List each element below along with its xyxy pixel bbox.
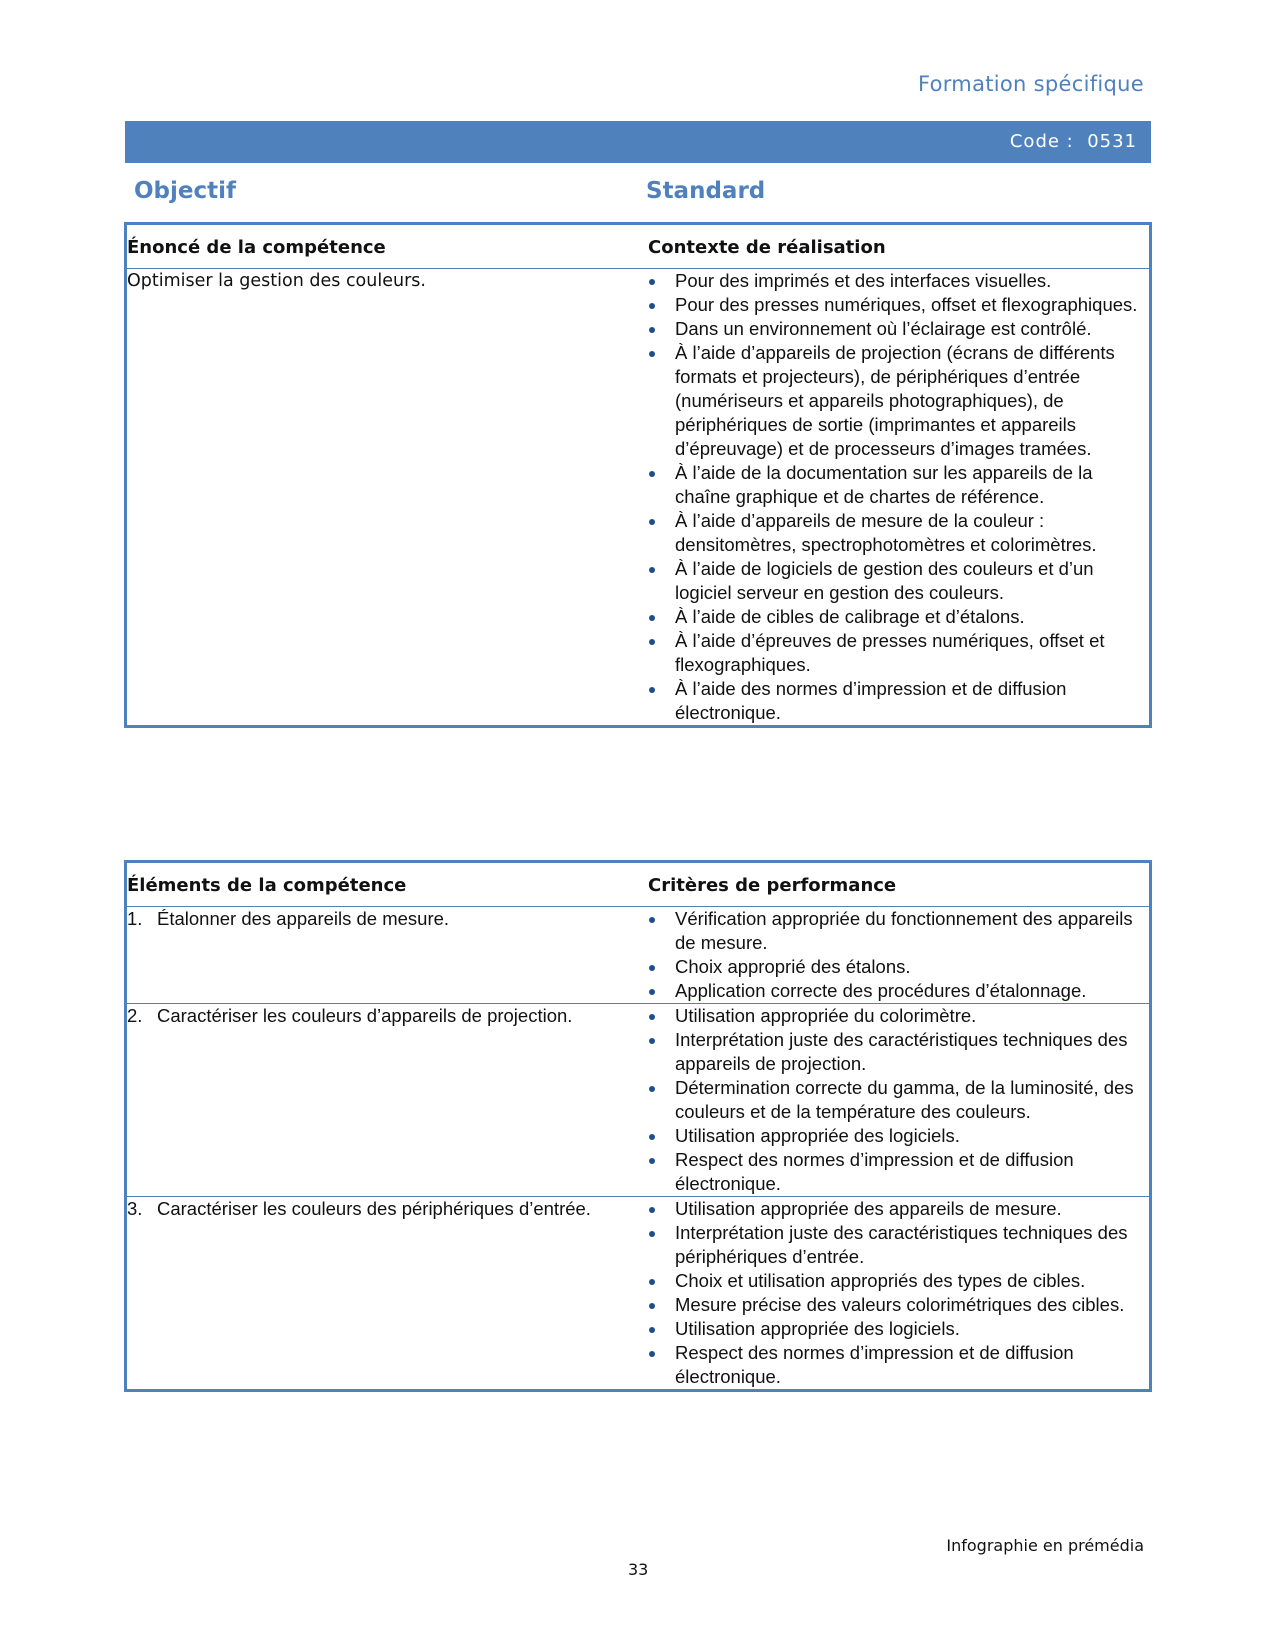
table-row (126, 1197, 1151, 1391)
program-name: Infographie en prémédia (946, 1536, 1144, 1555)
criteria-list (639, 907, 1149, 1003)
criteria-cell (639, 1004, 1151, 1197)
context-header: Contexte de réalisation (648, 237, 886, 258)
table-row (126, 1004, 1151, 1197)
list-item: Mesure précise des valeurs colorimétriques des cibles. (639, 1293, 1149, 1317)
criteria-header: Critères de performance (648, 875, 897, 896)
element-cell (126, 1197, 640, 1391)
list-item: Choix et utilisation appropriés des types de cibles. (639, 1269, 1149, 1293)
list-item: Détermination correcte du gamma, de la luminosité, des couleurs et de la température des couleurs. (639, 1076, 1149, 1124)
list-item: Vérification appropriée du fonctionnement des appareils de mesure. (639, 907, 1149, 955)
code-value: 0531 (1087, 131, 1137, 152)
statement-cell (126, 269, 640, 727)
criteria-list (639, 1197, 1149, 1389)
page-number: 33 (628, 1560, 649, 1579)
element-text: Caractériser les couleurs des périphériques d’entrée. (157, 1198, 591, 1219)
context-list (639, 269, 1149, 725)
column-titles (125, 178, 1151, 218)
list-item: Utilisation appropriée du colorimètre. (639, 1004, 1149, 1028)
element-number: 2. (127, 1005, 143, 1026)
list-item: À l’aide d’épreuves de presses numériques, offset et flexographiques. (639, 629, 1149, 677)
section-title: Formation spécifique (917, 72, 1144, 96)
element-cell (126, 907, 640, 1004)
list-item: Respect des normes d’impression et de diffusion électronique. (639, 1341, 1149, 1389)
context-cell (639, 269, 1151, 727)
elements-header: Éléments de la compétence (127, 875, 407, 896)
criteria-list (639, 1004, 1149, 1196)
list-item: Respect des normes d’impression et de diffusion électronique. (639, 1148, 1149, 1196)
list-item: Choix approprié des étalons. (639, 955, 1149, 979)
code-label: Code : (1009, 131, 1074, 152)
competence-table (124, 222, 1152, 728)
list-item: Interprétation juste des caractéristiques techniques des périphériques d’entrée. (639, 1221, 1149, 1269)
list-item: Utilisation appropriée des appareils de mesure. (639, 1197, 1149, 1221)
list-item: Dans un environnement où l’éclairage est contrôlé. (639, 317, 1149, 341)
list-item: À l’aide des normes d’impression et de diffusion électronique. (639, 677, 1149, 725)
element-cell (126, 1004, 640, 1197)
code-bar (125, 121, 1151, 163)
element-text: Caractériser les couleurs d’appareils de projection. (157, 1005, 573, 1026)
list-item: À l’aide d’appareils de projection (écrans de différents formats et projecteurs), de périphériques d’entrée (numériseurs et appareils photographiques), de périphériques de sortie (imprimantes et appareils d’épreuvage) et de processeurs d’images tramées. (639, 341, 1149, 461)
list-item: Pour des presses numériques, offset et flexographiques. (639, 293, 1149, 317)
competence-statement: Optimiser la gestion des couleurs. (127, 271, 426, 291)
statement-header: Énoncé de la compétence (127, 237, 386, 258)
element-text: Étalonner des appareils de mesure. (157, 908, 450, 929)
list-item: Utilisation appropriée des logiciels. (639, 1317, 1149, 1341)
element-number: 3. (127, 1198, 143, 1219)
list-item: À l’aide de logiciels de gestion des couleurs et d’un logiciel serveur en gestion des couleurs. (639, 557, 1149, 605)
table-header-row (126, 862, 1151, 907)
table-row (126, 269, 1151, 727)
competency-code (1010, 131, 1137, 152)
criteria-cell (639, 1197, 1151, 1391)
list-item: Application correcte des procédures d’étalonnage. (639, 979, 1149, 1003)
table-row (126, 907, 1151, 1004)
list-item: Interprétation juste des caractéristiques techniques des appareils de projection. (639, 1028, 1149, 1076)
elements-table (124, 860, 1152, 1392)
list-item: Pour des imprimés et des interfaces visuelles. (639, 269, 1149, 293)
list-item: À l’aide de la documentation sur les appareils de la chaîne graphique et de chartes de référence. (639, 461, 1149, 509)
standard-title: Standard (646, 178, 766, 204)
list-item: À l’aide d’appareils de mesure de la couleur : densitomètres, spectrophotomètres et colorimètres. (639, 509, 1149, 557)
objectif-title: Objectif (134, 178, 237, 204)
criteria-cell (639, 907, 1151, 1004)
table-header-row (126, 224, 1151, 269)
list-item: Utilisation appropriée des logiciels. (639, 1124, 1149, 1148)
list-item: À l’aide de cibles de calibrage et d’étalons. (639, 605, 1149, 629)
element-number: 1. (127, 908, 143, 929)
